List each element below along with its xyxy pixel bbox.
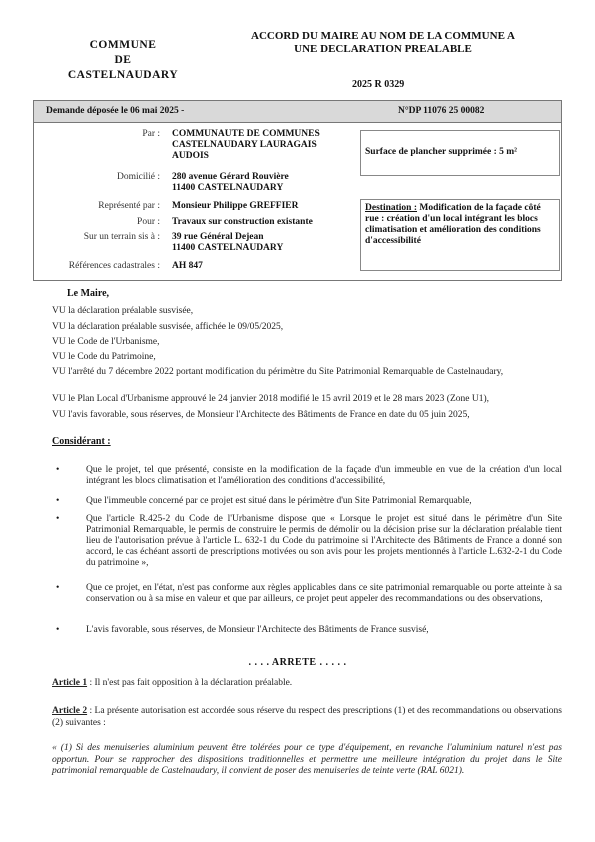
article-1 — [52, 678, 562, 690]
vu-item-6: VU le Plan Local d'Urbanisme approuvé le 24 janvier 2018 modifié le 15 avril 2019 et le 28 mars 2023 (Zone U1), — [52, 394, 490, 404]
vu-item-7: VU l'avis favorable, sous réserves, de Monsieur l'Architecte des Bâtiments de France en date du 05 juin 2025, — [52, 410, 470, 420]
domicile-value — [172, 172, 372, 194]
terrain-label: Sur un terrain sis à : — [83, 232, 160, 242]
par-line-3: AUDOIS — [172, 151, 209, 161]
par-line-1: COMMUNAUTE DE COMMUNES — [172, 129, 320, 139]
vu-item-3: VU le Code de l'Urbanisme, — [52, 337, 160, 347]
vu-item-5: VU l'arrêté du 7 décembre 2022 portant modification du périmètre du Site Patrimonial Remarquable de Castelnaudary, — [52, 367, 504, 377]
domicile-line-2: 11400 CASTELNAUDARY — [172, 183, 284, 193]
commune-line-2: DE — [114, 54, 132, 66]
bullet-icon: • — [56, 465, 60, 475]
title-line-2: UNE DECLARATION PREALABLE — [294, 43, 472, 55]
destination-text: Modification de la façade côté rue : création d'un local intégrant les blocs climatisation et amélioration des conditions d'accessibilité — [365, 203, 541, 246]
request-header — [34, 101, 561, 123]
par-line-2: CASTELNAUDARY LAURAGAIS — [172, 140, 317, 150]
bullet-icon: • — [56, 583, 60, 593]
commune-block — [58, 38, 188, 83]
commune-line-3: CASTELNAUDARY — [67, 69, 179, 81]
par-label: Par : — [142, 129, 160, 139]
par-value — [172, 129, 372, 162]
bullet-icon: • — [56, 625, 60, 635]
terrain-line-2: 11400 CASTELNAUDARY — [172, 243, 284, 253]
article-2-prescription: « (1) Si des menuiseries aluminium peuvent être tolérées pour ce type d'équipement, en revanche l'aluminium naturel n'est pas opportun. Pour se rapprocher des dispositions traditionnelles et permettre une meilleure intégration du projet dans le Site patrimonial remarquable de Castelnaudary, il convient de poser des menuiseries de teinte verte (RAL 6021). — [52, 743, 562, 776]
article-2 — [52, 706, 562, 729]
considerant-item-4: Que ce projet, en l'état, n'est pas conforme aux règles applicables dans ce site patrimonial remarquable ou porte atteinte à sa conservation ou à sa mise en valeur et que par ailleurs, ce projet peut appeler des recommandations ou des observations, — [86, 583, 562, 604]
article-1-text: : Il n'est pas fait opposition à la déclaration préalable. — [87, 678, 293, 688]
document-title — [208, 30, 558, 56]
vu-item-1: VU la déclaration préalable susvisée, — [52, 306, 194, 316]
considerant-item-3: Que l'article R.425-2 du Code de l'Urbanisme dispose que « Lorsque le projet est situé dans le périmètre d'un Site Patrimonial Remarquable, le permis de construire le permis de démolir ou la décision prise sur la déclaration préalable tient lieu de l'autorisation prévue à l'article L. 632-1 du Code du patrimoine si l'Architecte des Bâtiments de France a donné son accord, le cas échéant assorti de prescriptions motivées ou son avis pour les projets mentionnés à l'article L.632-2-1 du Code du patrimoine », — [86, 514, 562, 568]
vu-item-4: VU le Code du Patrimoine, — [52, 352, 156, 362]
article-1-label: Article 1 — [52, 678, 88, 688]
destination-box — [360, 199, 560, 271]
domicile-label: Domicilié : — [116, 172, 160, 182]
refs-value: AH 847 — [172, 261, 203, 271]
surface-box — [360, 130, 560, 176]
domicile-line-1: 280 avenue Gérard Rouvière — [172, 172, 289, 182]
commune-line-1: COMMUNE — [89, 39, 157, 51]
considerant-item-5: L'avis favorable, sous réserves, de Monsieur l'Architecte des Bâtiments de France susvisé, — [86, 625, 429, 635]
deposit-date: Demande déposée le 06 mai 2025 - — [46, 106, 185, 116]
considerant-item-1: Que le projet, tel que présenté, consiste en la modification de la façade d'un immeuble en vue de la création d'un local intégrant les blocs climatisation et l'amélioration des conditions d'accessibilité, — [86, 465, 562, 486]
surface-text: Surface de plancher supprimée : 5 m² — [365, 147, 518, 157]
terrain-line-1: 39 rue Général Dejean — [172, 232, 264, 242]
destination-label: Destination : — [365, 203, 417, 213]
arrete-heading: . . . . ARRETE . . . . . — [248, 657, 347, 668]
title-line-1: ACCORD DU MAIRE AU NOM DE LA COMMUNE A — [251, 30, 515, 42]
request-info-box — [33, 100, 562, 281]
article-2-label: Article 2 — [52, 706, 88, 716]
vu-item-2: VU la déclaration préalable susvisée, affichée le 09/05/2025, — [52, 322, 284, 332]
dp-number: N°DP 11076 25 00082 — [398, 106, 485, 116]
rep-label: Représenté par : — [98, 201, 160, 211]
rep-value: Monsieur Philippe GREFFIER — [172, 201, 299, 211]
considerant-item-2: Que l'immeuble concerné par ce projet est situé dans le périmètre d'un Site Patrimonial Remarquable, — [86, 496, 472, 506]
considerant-title: Considérant : — [52, 436, 111, 447]
le-maire: Le Maire, — [67, 288, 110, 299]
article-2-text: : La présente autorisation est accordée sous réserve du respect des prescriptions (1) et des recommandations ou observations (2) suivantes : — [52, 706, 562, 728]
bullet-icon: • — [56, 496, 60, 506]
pour-value: Travaux sur construction existante — [172, 217, 313, 227]
bullet-icon: • — [56, 514, 60, 524]
pour-label: Pour : — [137, 217, 160, 227]
terrain-value — [172, 232, 372, 254]
dossier-number: 2025 R 0329 — [352, 79, 405, 90]
refs-label: Références cadastrales : — [68, 261, 160, 271]
